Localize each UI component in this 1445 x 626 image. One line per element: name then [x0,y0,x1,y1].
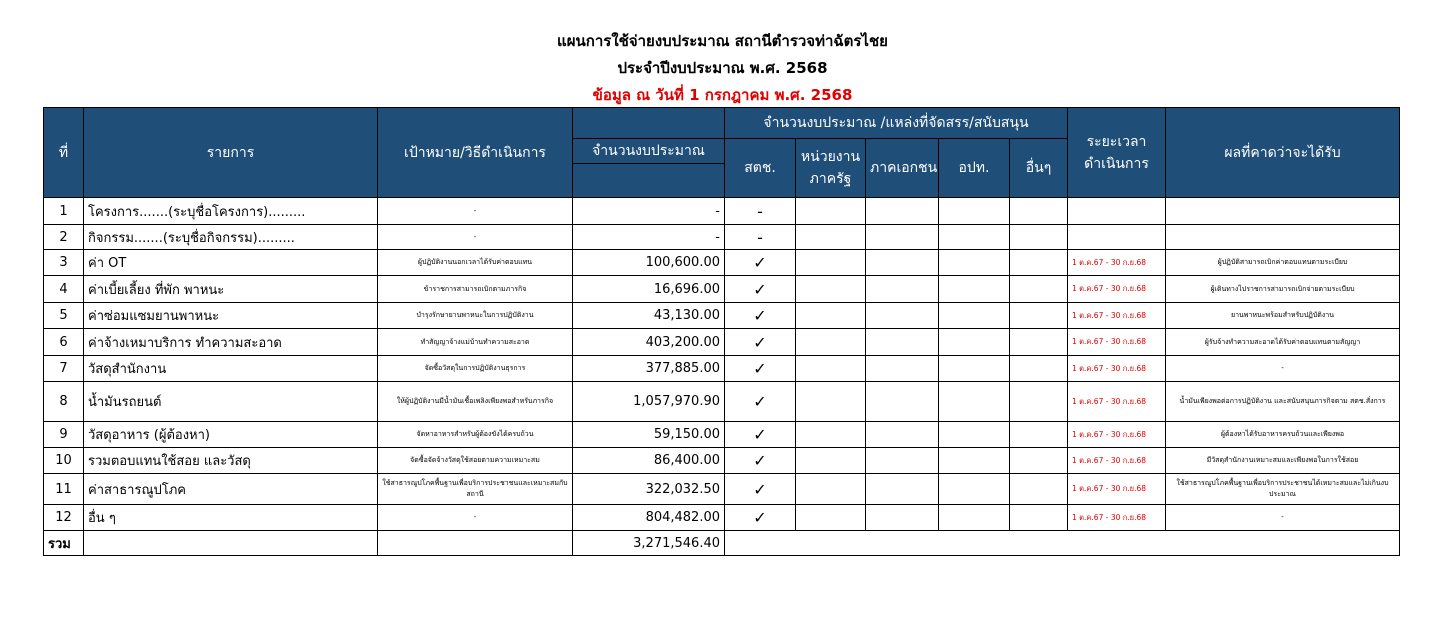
col-budget: จำนวนงบประมาณ [573,139,725,164]
row-result: น้ำมันเพียงพอต่อการปฏิบัติงาน และสนับสนุนภารกิจตาม สตช.สั่งการ [1166,382,1400,422]
table-row [44,329,1400,356]
row-result: ใช้สาธารณูปโภคพื้นฐานเพื่อบริการประชาชนได้เหมาะสมและไม่เกินงบประมาณ [1166,474,1400,505]
budget-table [43,107,1400,556]
row-amount: 86,400.00 [573,448,725,474]
row-item: โครงการ.......(ระบุชื่อโครงการ)......... [84,198,378,225]
row-src-gov [796,303,866,329]
row-item: ค่า OT [84,250,378,276]
row-period: 1 ต.ค.67 - 30 ก.ย.68 [1068,250,1166,276]
row-check: ✓ [725,356,796,382]
row-goal: บำรุงรักษายานพาหนะในการปฏิบัติงาน [378,303,573,329]
row-item: วัสดุสำนักงาน [84,356,378,382]
total-amount: 3,271,546.40 [573,531,725,556]
table-row [44,422,1400,448]
row-period: 1 ต.ค.67 - 30 ก.ย.68 [1068,448,1166,474]
row-amount: 403,200.00 [573,329,725,356]
row-result [1166,198,1400,225]
row-src-other [1010,250,1068,276]
row-src-private [866,382,939,422]
row-period [1068,225,1166,250]
doc-title: แผนการใช้จ่ายงบประมาณ สถานีตำรวจท่าฉัตรไชย [557,32,888,50]
row-goal: - [378,225,573,250]
row-result: ผู้ต้องหาได้รับอาหารครบถ้วนและเพียงพอ [1166,422,1400,448]
col-budget-sub [573,164,725,198]
row-check: - [725,198,796,225]
col-src-private: ภาคเอกชน [866,139,939,198]
row-src-local [939,303,1010,329]
row-src-gov [796,474,866,505]
row-src-other [1010,198,1068,225]
row-amount: 16,696.00 [573,276,725,303]
row-src-other [1010,382,1068,422]
row-src-private [866,422,939,448]
row-period: 1 ต.ค.67 - 30 ก.ย.68 [1068,303,1166,329]
row-no: 11 [44,474,84,505]
total-row [44,531,1400,556]
row-goal: ข้าราชการสามารถเบิกตามภารกิจ [378,276,573,303]
row-src-local [939,276,1010,303]
row-src-local [939,198,1010,225]
table-row [44,198,1400,225]
row-src-local [939,448,1010,474]
row-result [1166,225,1400,250]
row-no: 9 [44,422,84,448]
row-goal: - [378,198,573,225]
row-period [1068,198,1166,225]
row-item: ค่าจ้างเหมาบริการ ทำความสะอาด [84,329,378,356]
row-no: 6 [44,329,84,356]
row-src-other [1010,422,1068,448]
row-src-other [1010,474,1068,505]
doc-date: ข้อมูล ณ วันที่ 1 กรกฎาคม พ.ศ. 2568 [592,86,853,104]
table-row [44,225,1400,250]
table-row [44,382,1400,422]
row-no: 7 [44,356,84,382]
row-src-private [866,225,939,250]
row-check: ✓ [725,303,796,329]
row-src-local [939,250,1010,276]
table-row [44,276,1400,303]
col-no: ที่ [44,108,84,198]
row-src-local [939,505,1010,531]
row-src-private [866,303,939,329]
row-goal: ให้ผู้ปฏิบัติงานมีน้ำมันเชื้อเพลิงเพียงพอสำหรับภารกิจ [378,382,573,422]
row-src-gov [796,356,866,382]
row-src-local [939,225,1010,250]
row-src-other [1010,329,1068,356]
row-src-local [939,422,1010,448]
total-label: รวม [44,531,84,556]
row-src-private [866,276,939,303]
row-check: ✓ [725,276,796,303]
row-amount: 59,150.00 [573,422,725,448]
row-goal: ทำสัญญาจ้างแม่บ้านทำความสะอาด [378,329,573,356]
col-goal: เป้าหมาย/วิธีดำเนินการ [378,108,573,198]
row-result: ผู้เดินทางไปราชการสามารถเบิกจ่ายตามระเบียบ [1166,276,1400,303]
row-src-gov [796,422,866,448]
row-no: 12 [44,505,84,531]
table-header [44,108,1400,198]
row-item: ค่าเบี้ยเลี้ยง ที่พัก พาหนะ [84,276,378,303]
row-period: 1 ต.ค.67 - 30 ก.ย.68 [1068,276,1166,303]
row-src-private [866,250,939,276]
row-amount: 377,885.00 [573,356,725,382]
row-src-local [939,329,1010,356]
row-src-local [939,356,1010,382]
row-check: ✓ [725,448,796,474]
table-row [44,448,1400,474]
table-row [44,250,1400,276]
row-src-gov [796,329,866,356]
row-no: 2 [44,225,84,250]
row-goal: - [378,505,573,531]
row-goal: ผู้ปฏิบัติงานนอกเวลาได้รับค่าตอบแทน [378,250,573,276]
row-no: 10 [44,448,84,474]
row-goal: จัดหาอาหารสำหรับผู้ต้องขังได้ครบถ้วน [378,422,573,448]
table-row [44,303,1400,329]
row-amount: 1,057,970.90 [573,382,725,422]
table-body [44,198,1400,531]
row-check: ✓ [725,474,796,505]
row-period: 1 ต.ค.67 - 30 ก.ย.68 [1068,356,1166,382]
row-no: 8 [44,382,84,422]
col-src-other: อื่นๆ [1010,139,1068,198]
row-src-gov [796,505,866,531]
row-check: ✓ [725,329,796,356]
row-src-private [866,505,939,531]
row-src-private [866,448,939,474]
row-src-private [866,329,939,356]
row-amount: 322,032.50 [573,474,725,505]
col-result: ผลที่คาดว่าจะได้รับ [1166,108,1400,198]
row-item: ค่าสาธารณูปโภค [84,474,378,505]
row-src-other [1010,276,1068,303]
row-amount: - [573,198,725,225]
row-src-gov [796,448,866,474]
row-result: ผู้รับจ้างทำความสะอาดได้รับค่าตอบแทนตามสัญญา [1166,329,1400,356]
row-result: ยานพาหนะพร้อมสำหรับปฏิบัติงาน [1166,303,1400,329]
row-no: 3 [44,250,84,276]
row-item: อื่น ๆ [84,505,378,531]
row-check: ✓ [725,250,796,276]
row-item: กิจกรรม.......(ระบุชื่อกิจกรรม)......... [84,225,378,250]
row-result: มีวัสดุสำนักงานเหมาะสมและเพียงพอในการใช้สอย [1166,448,1400,474]
row-no: 4 [44,276,84,303]
row-amount: 100,600.00 [573,250,725,276]
row-item: วัสดุอาหาร (ผู้ต้องหา) [84,422,378,448]
row-result: - [1166,505,1400,531]
row-goal: จัดซื้อวัสดุในการปฏิบัติงานธุรการ [378,356,573,382]
col-period: ระยะเวลา ดำเนินการ [1068,108,1166,198]
row-result: ผู้ปฏิบัติสามารถเบิกค่าตอบแทนตามระเบียบ [1166,250,1400,276]
row-amount: 43,130.00 [573,303,725,329]
row-result: - [1166,356,1400,382]
row-goal: จัดซื้อจัดจ้างวัสดุใช้สอยตามความเหมาะสม [378,448,573,474]
row-src-gov [796,225,866,250]
col-src-stc: สตช. [725,139,796,198]
row-src-gov [796,250,866,276]
row-no: 1 [44,198,84,225]
row-src-other [1010,505,1068,531]
row-src-private [866,198,939,225]
row-period: 1 ต.ค.67 - 30 ก.ย.68 [1068,329,1166,356]
col-src-gov: หน่วยงาน ภาครัฐ [796,139,866,198]
col-budget-empty [573,108,725,139]
row-src-private [866,474,939,505]
table-row [44,356,1400,382]
table-footer [44,531,1400,556]
row-item: น้ำมันรถยนต์ [84,382,378,422]
row-amount: - [573,225,725,250]
row-check: ✓ [725,422,796,448]
col-source-group: จำนวนงบประมาณ /แหล่งที่จัดสรร/สนับสนุน [725,108,1068,139]
row-src-gov [796,382,866,422]
row-no: 5 [44,303,84,329]
row-check: ✓ [725,505,796,531]
row-period: 1 ต.ค.67 - 30 ก.ย.68 [1068,474,1166,505]
row-src-local [939,382,1010,422]
row-src-gov [796,198,866,225]
row-item: รวมตอบแทนใช้สอย และวัสดุ [84,448,378,474]
row-period: 1 ต.ค.67 - 30 ก.ย.68 [1068,382,1166,422]
row-src-other [1010,448,1068,474]
row-src-private [866,356,939,382]
row-check: - [725,225,796,250]
row-period: 1 ต.ค.67 - 30 ก.ย.68 [1068,422,1166,448]
table-row [44,474,1400,505]
row-src-other [1010,225,1068,250]
row-amount: 804,482.00 [573,505,725,531]
row-period: 1 ต.ค.67 - 30 ก.ย.68 [1068,505,1166,531]
row-src-other [1010,303,1068,329]
row-check: ✓ [725,382,796,422]
col-src-local: อปท. [939,139,1010,198]
document-header [0,28,1445,109]
row-item: ค่าซ่อมแซมยานพาหนะ [84,303,378,329]
col-item: รายการ [84,108,378,198]
row-src-local [939,474,1010,505]
row-src-other [1010,356,1068,382]
doc-subtitle: ประจำปีงบประมาณ พ.ศ. 2568 [617,59,828,77]
table-row [44,505,1400,531]
row-src-gov [796,276,866,303]
row-goal: ใช้สาธารณูปโภคพื้นฐานเพื่อบริการประชาชนและเหมาะสมกับสถานี [378,474,573,505]
